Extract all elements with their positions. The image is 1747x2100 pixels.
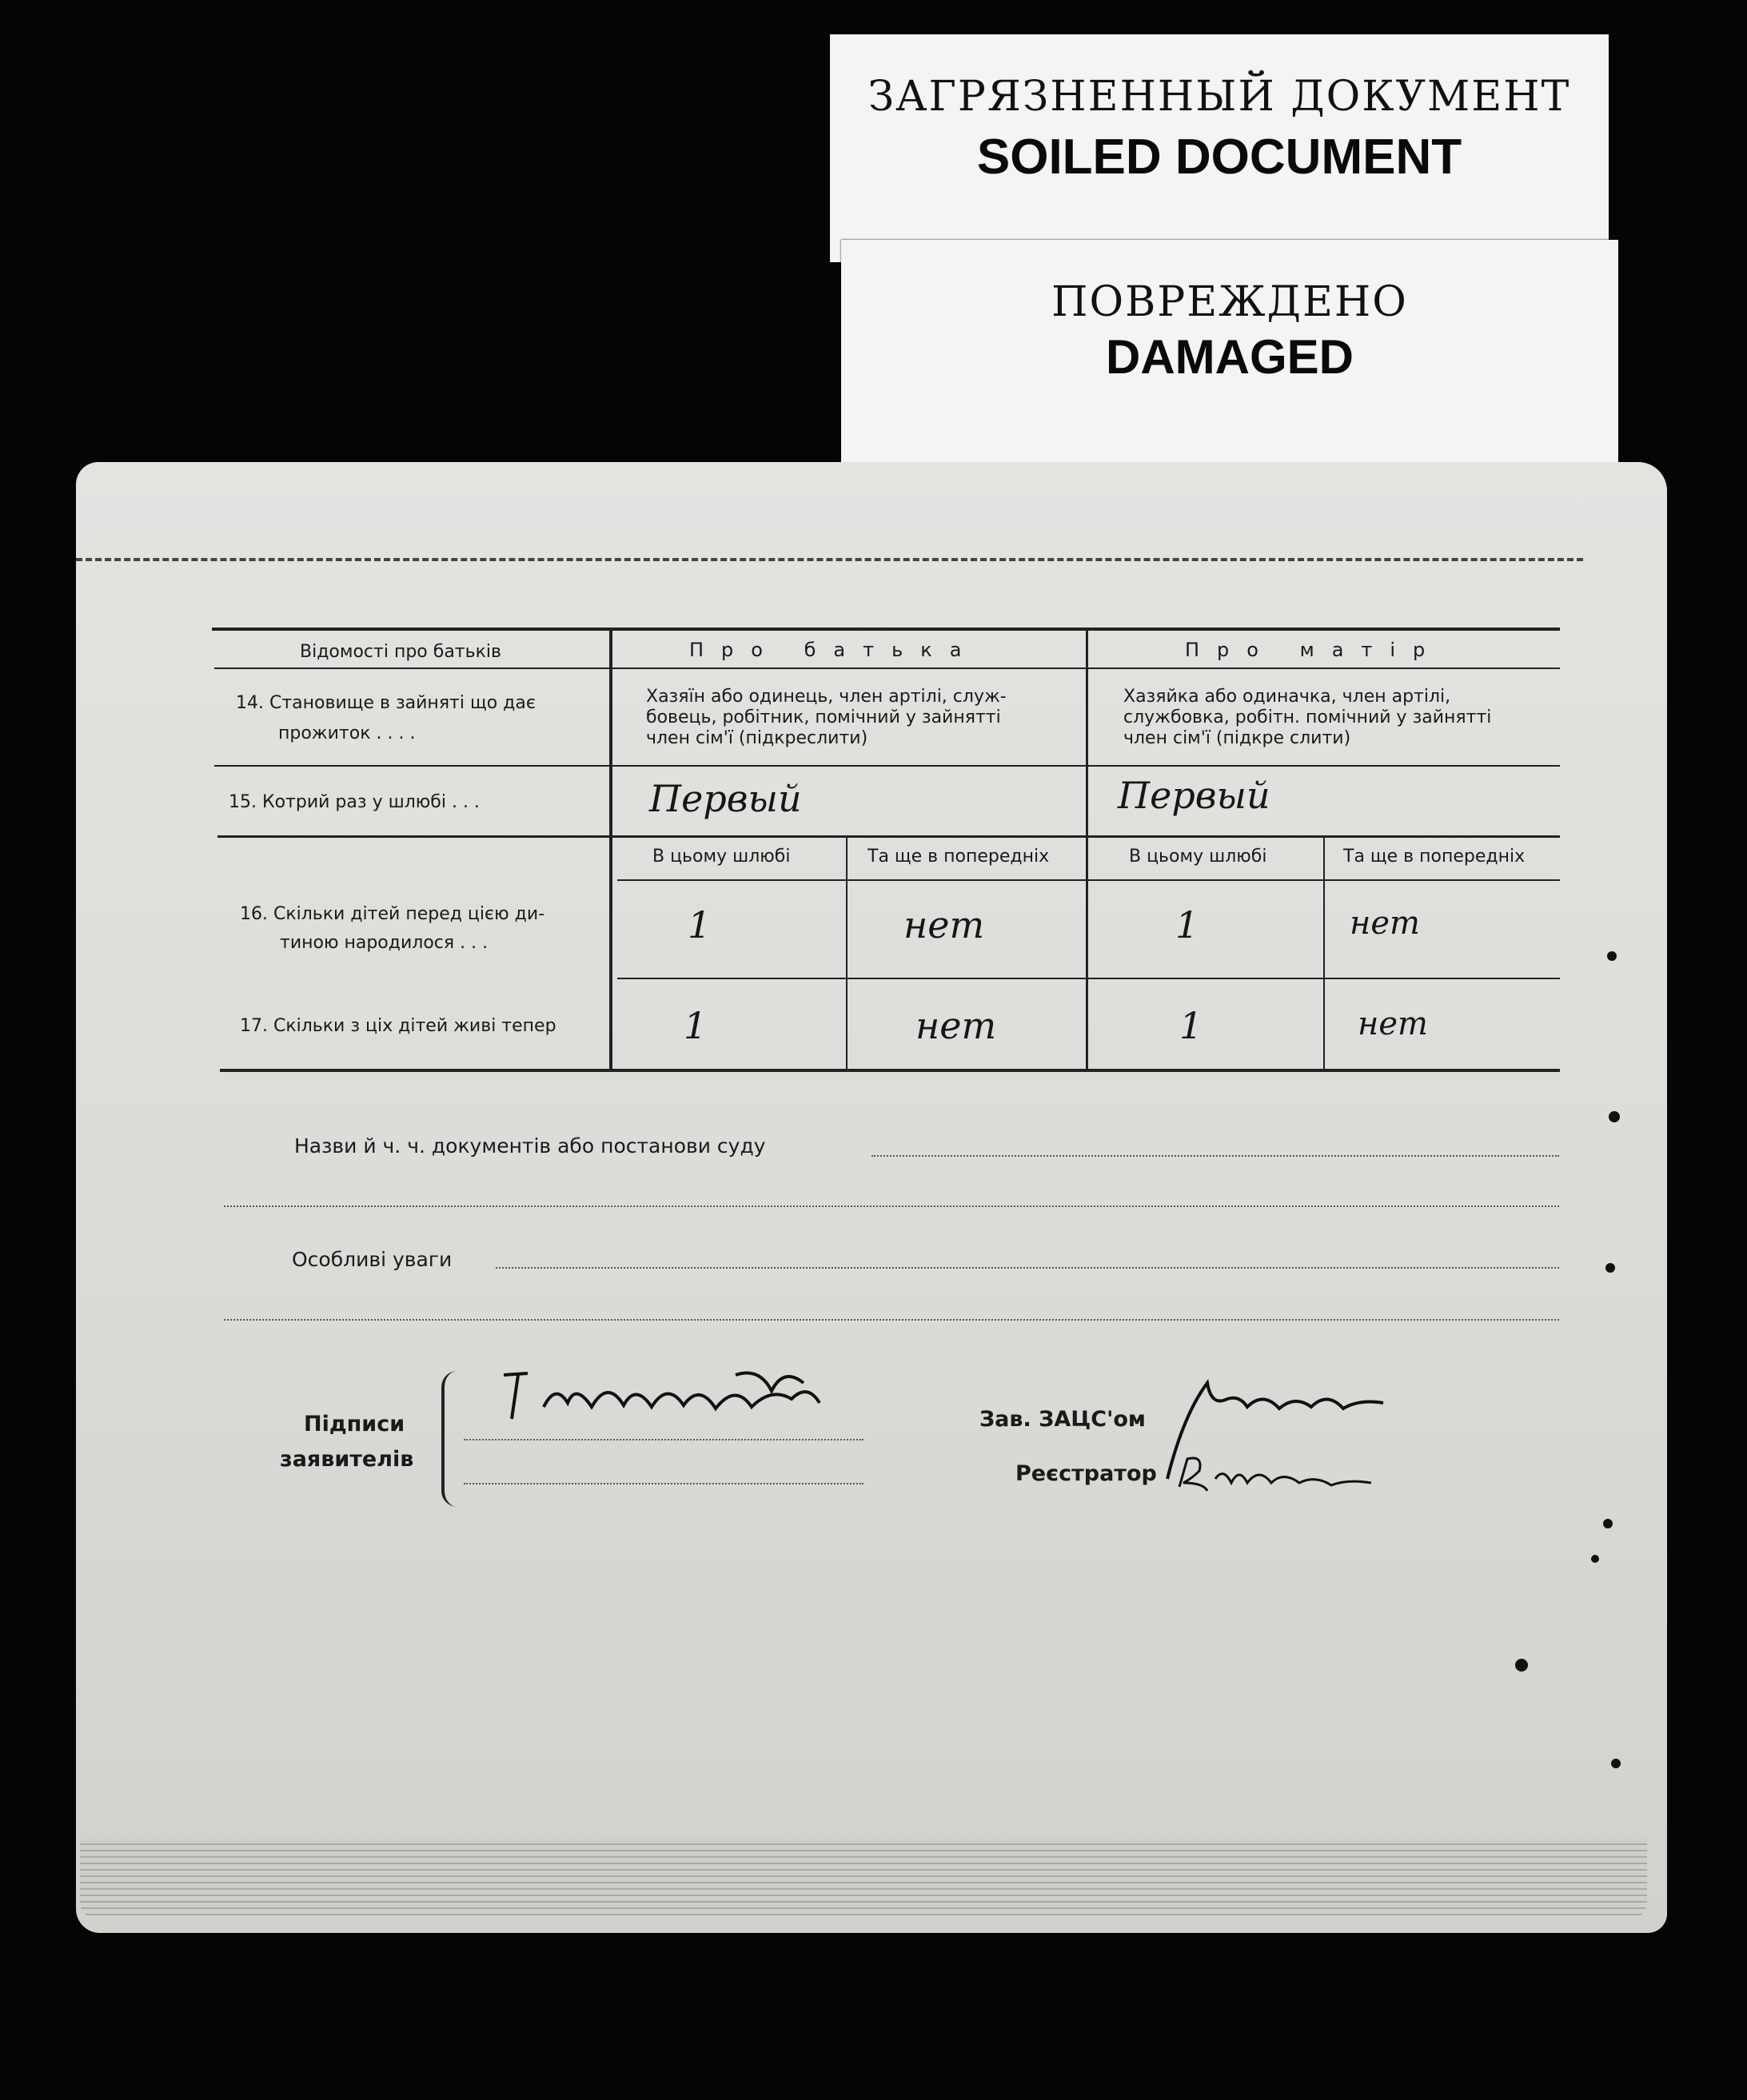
- damage-mark: [1515, 1659, 1528, 1672]
- row14-father-line3: член сім'ї (підкреслити): [646, 728, 868, 748]
- damage-mark: [1607, 951, 1617, 961]
- subheader-mother-prev: Та ще в попередніх: [1343, 847, 1526, 867]
- row15-label: 15. Котрий раз у шлюбі . . .: [229, 792, 480, 812]
- row14-mother-line1: Хазяйка або одиначка, член артілі,: [1123, 687, 1451, 707]
- row17-mother-this: 1: [1179, 1004, 1203, 1047]
- documents-label: Назви й ч. ч. документів або постанови суду: [294, 1134, 766, 1158]
- damage-mark: [1603, 1519, 1613, 1528]
- remarks-label: Особливі уваги: [292, 1248, 453, 1271]
- row16-mother-prev: нет: [1350, 905, 1420, 942]
- damage-mark: [1609, 1111, 1620, 1122]
- perforation-line: [76, 558, 1583, 561]
- signature-line-1: [464, 1439, 864, 1441]
- registrar-signature: [1171, 1447, 1411, 1511]
- paper-stack-edge: [80, 1839, 1647, 1919]
- table-bottom-rule: [220, 1069, 1560, 1072]
- row15-father-value: Первый: [649, 777, 802, 820]
- row14-rule: [214, 765, 1560, 767]
- col-divider-father: [846, 838, 848, 1072]
- row16-father-this: 1: [688, 903, 712, 946]
- damage-mark: [1605, 1263, 1615, 1273]
- subheader-rule: [617, 879, 1560, 881]
- remarks-fill-line-2: [224, 1319, 1559, 1321]
- row14-label-line1: 14. Становище в зайняті що дає: [236, 693, 536, 713]
- row14-father-line2: бовець, робітник, помічний у зайнятті: [646, 707, 1001, 727]
- row16-father-prev: нет: [903, 903, 985, 946]
- row16-mother-this: 1: [1175, 903, 1199, 946]
- form-sheet: [76, 462, 1667, 1933]
- row17-mother-prev: нет: [1358, 1006, 1428, 1042]
- header-rule: [214, 667, 1560, 669]
- col-divider-2: [1086, 630, 1088, 1072]
- row14-mother-line3: член сім'ї (підкре слити): [1123, 728, 1351, 748]
- col-divider-1: [609, 630, 612, 1072]
- signatures-label-line1: Підписи: [304, 1412, 405, 1437]
- subheader-mother-this: В цьому шлюбі: [1129, 847, 1267, 867]
- damaged-label-russian: ПОВРЕЖДЕНО: [1051, 278, 1408, 326]
- table-top-rule: [212, 628, 1560, 631]
- soiled-document-label: [830, 34, 1609, 262]
- row15-mother-value: Первый: [1118, 774, 1270, 817]
- row16-label-line1: 16. Скільки дітей перед цією ди-: [240, 904, 545, 924]
- row17-father-this: 1: [684, 1004, 708, 1047]
- row14-father-line1: Хазяїн або одинець, член артілі, служ-: [646, 687, 1007, 707]
- signature-line-2: [464, 1483, 864, 1484]
- applicant-signature: [496, 1359, 911, 1431]
- documents-fill-line-2: [224, 1205, 1559, 1207]
- subheader-father-this: В цьому шлюбі: [652, 847, 791, 867]
- row17-label: 17. Скільки з ціх дітей живі тепер: [240, 1016, 556, 1036]
- row14-mother-line2: службовка, робітн. помічний у зайнятті: [1123, 707, 1492, 727]
- row14-label-line2: прожиток . . . .: [278, 723, 416, 743]
- registrar-label: Реєстратор: [1015, 1461, 1157, 1486]
- soiled-label-english: SOILED DOCUMENT: [976, 130, 1462, 185]
- damaged-label-english: DAMAGED: [1106, 330, 1354, 384]
- row16-label-line2: тиною народилося . . .: [280, 933, 489, 953]
- signatures-label-line2: заявителів: [280, 1447, 414, 1472]
- remarks-fill-line: [496, 1267, 1559, 1269]
- col-divider-mother: [1323, 838, 1325, 1072]
- subheader-father-prev: Та ще в попередніх: [868, 847, 1050, 867]
- head-of-registry-label: Зав. ЗАЦС'ом: [979, 1407, 1146, 1432]
- soiled-label-russian: ЗАГРЯЗНЕННЫЙ ДОКУМЕНТ: [868, 73, 1571, 121]
- damage-mark: [1611, 1759, 1621, 1768]
- signatures-bracket: [441, 1371, 461, 1507]
- row16-rule: [617, 978, 1560, 979]
- damage-mark: [1591, 1555, 1599, 1563]
- row17-father-prev: нет: [915, 1004, 997, 1047]
- header-mother: Про матір: [1185, 639, 1443, 661]
- row15-rule: [217, 835, 1560, 838]
- header-info: Відомості про батьків: [300, 642, 501, 662]
- documents-fill-line: [872, 1155, 1559, 1157]
- header-father: Про батька: [689, 639, 979, 661]
